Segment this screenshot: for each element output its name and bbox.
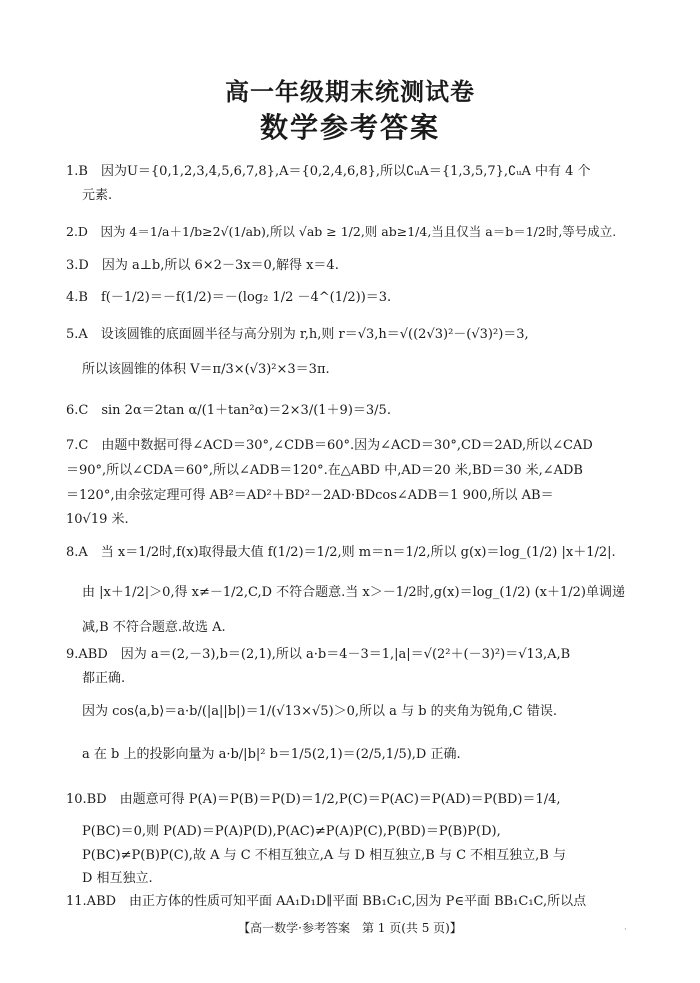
answer-line: a 在 b 上的投影向量为 a·b/|b|² b＝1/5(2,1)＝(2/5,1/5),D 正确. bbox=[82, 747, 461, 762]
page-footer: 【高一数学·参考答案 第 1 页(共 5 页)】 bbox=[238, 921, 462, 935]
answer-line: 9.ABD 因为 a＝(2,－3),b＝(2,1),所以 a·b＝4－3＝1,|a|＝√(2²＋(－3)²)＝√13,A,B bbox=[66, 647, 571, 662]
answer-line: P(BC)＝0,则 P(AD)＝P(A)P(D),P(AC)≠P(A)P(C),P(BD)＝P(B)P(D), bbox=[82, 824, 501, 839]
answer-line: 都正确. bbox=[82, 671, 126, 686]
answer-line: 4.B f(－1/2)＝－f(1/2)＝－(log₂ 1/2 －4^(1/2))＝3. bbox=[66, 290, 392, 305]
answer-line: 减,B 不符合题意.故选 A. bbox=[82, 620, 226, 635]
answer-line: 2.D 因为 4＝1/a＋1/b≥2√(1/ab),所以 √ab ≥ 1/2,则 ab≥1/4,当且仅当 a＝b＝1/2时,等号成立. bbox=[66, 224, 617, 239]
answer-line: ＝90°,所以∠CDA＝60°,所以∠ADB＝120°.在△ABD 中,AD＝20 米,BD＝30 米,∠ADB bbox=[66, 463, 583, 478]
answer-line: D 相互独立. bbox=[82, 871, 153, 886]
answer-line: 5.A 设该圆锥的底面圆半径与高分别为 r,h,则 r＝√3,h＝√((2√3)²－(√3)²)＝3, bbox=[66, 327, 529, 342]
answer-line: 10√19 米. bbox=[66, 512, 129, 527]
answer-line: 1.B 因为U＝{0,1,2,3,4,5,6,7,8},A＝{0,2,4,6,8},所以∁ᵤA＝{1,3,5,7},∁ᵤA 中有 4 个 bbox=[66, 164, 591, 179]
answer-line: 因为 cos⟨a,b⟩＝a·b/(|a||b|)＝1/(√13×√5)＞0,所以 a 与 b 的夹角为锐角,C 错误. bbox=[82, 704, 557, 719]
exam-title: 高一年级期末统测试卷 bbox=[225, 78, 475, 106]
answer-line: 10.BD 由题意可得 P(A)＝P(B)＝P(D)＝1/2,P(C)＝P(AC)＝P(AD)＝P(BD)＝1/4, bbox=[66, 792, 561, 807]
answer-line: P(BC)≠P(B)P(C),故 A 与 C 不相互独立,A 与 D 相互独立,B 与 C 不相互独立,B 与 bbox=[82, 848, 566, 863]
answer-line: 7.C 由题中数据可得∠ACD＝30°,∠CDB＝60°.因为∠ACD＝30°,CD＝2AD,所以∠CAD bbox=[66, 438, 593, 453]
answer-line: 由 |x＋1/2|＞0,得 x≠－1/2,C,D 不符合题意.当 x＞－1/2时,g(x)＝log_(1/2) (x＋1/2)单调递 bbox=[82, 585, 625, 600]
answer-line: ＝120°,由余弦定理可得 AB²＝AD²＋BD²－2AD·BDcos∠ADB＝1 900,所以 AB＝ bbox=[66, 488, 554, 503]
answer-line: 所以该圆锥的体积 V＝π/3×(√3)²×3＝3π. bbox=[82, 362, 330, 377]
answer-line: 6.C sin 2α＝2tan α/(1＋tan²α)＝2×3/(1＋9)＝3/5. bbox=[66, 403, 391, 418]
corner-mark: · bbox=[624, 925, 627, 935]
answer-key-title: 数学参考答案 bbox=[259, 111, 440, 144]
answer-line: 3.D 因为 a⊥b,所以 6×2－3x＝0,解得 x＝4. bbox=[66, 258, 339, 273]
answer-line: 11.ABD 由正方体的性质可知平面 AA₁D₁D∥平面 BB₁C₁C,因为 P∈平面 BB₁C₁C,所以点 bbox=[66, 894, 587, 909]
answer-line: 元素. bbox=[82, 188, 113, 203]
answer-line: 8.A 当 x＝1/2时,f(x)取得最大值 f(1/2)＝1/2,则 m＝n＝1/2,所以 g(x)＝log_(1/2) |x＋1/2|. bbox=[66, 545, 616, 560]
